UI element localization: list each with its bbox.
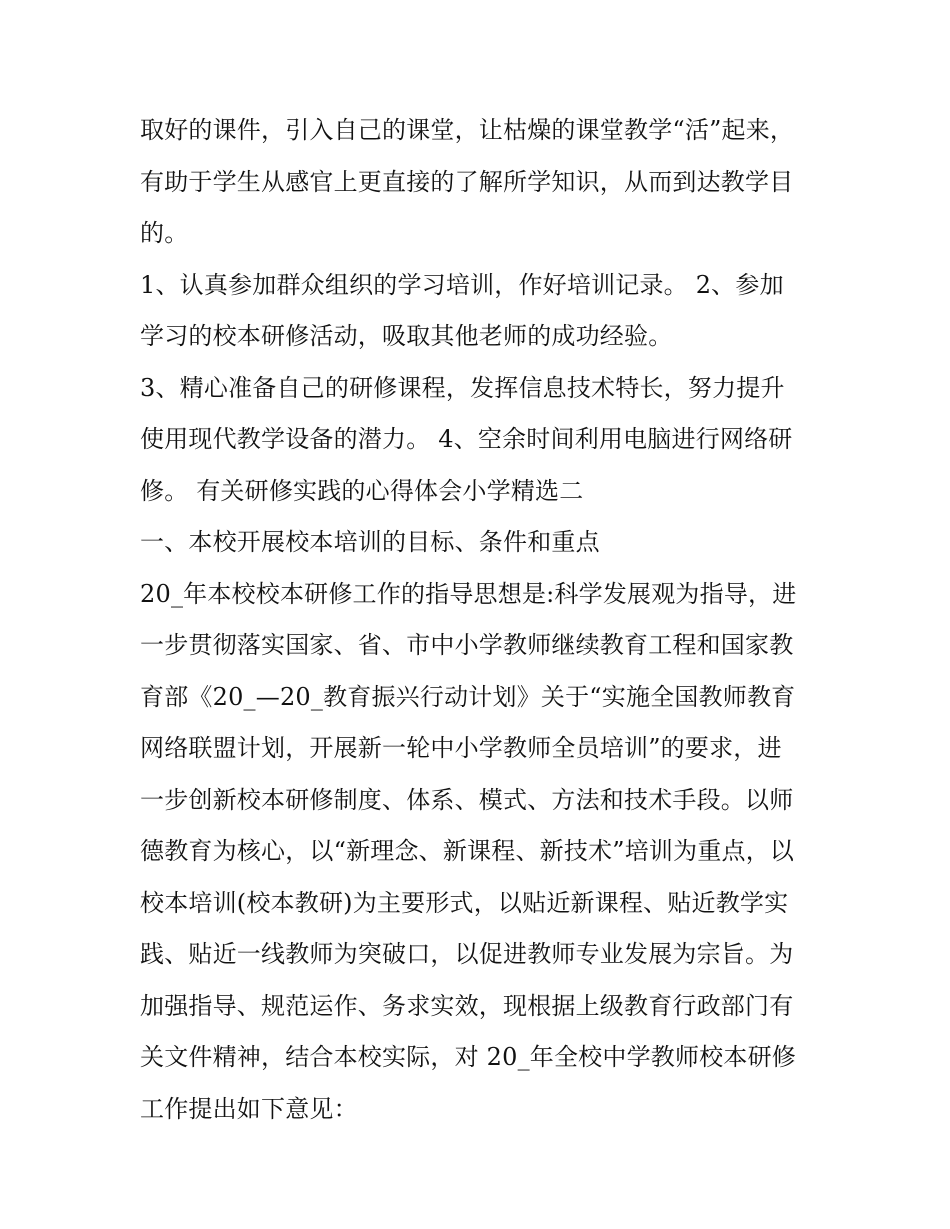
text-line: 德教育为核心，以“新理念、新课程、新技术”培训为重点，以 — [140, 837, 795, 865]
text-line: 一步创新校本研修制度、体系、模式、方法和技术手段。以师 — [140, 785, 794, 814]
text-line: 20_年本校校本研修工作的指导思想是:科学发展观为指导，进 — [140, 579, 797, 608]
text-line: 育部《20_—20_教育振兴行动计划》关于“实施全国教师教育 — [140, 682, 796, 711]
text-line: 学习的校本研修活动，吸取其他老师的成功经验。 — [140, 322, 673, 350]
text-line: 的。 — [140, 219, 189, 247]
text-line: 关文件精神，结合本校实际，对 20_年全校中学教师校本研修 — [140, 1043, 796, 1071]
text-line: 有助于学生从感官上更直接的了解所学知识，从而到达教学目 — [140, 167, 794, 196]
text-line: 加强指导、规范运作、务求实效，现根据上级教育行政部门有 — [140, 991, 794, 1020]
text-line: 修。 有关研修实践的心得体会小学精选二 — [140, 476, 584, 505]
text-line: 使用现代教学设备的潜力。 4、空余时间利用电脑进行网络研 — [140, 425, 793, 453]
text-line: 践、贴近一线教师为突破口，以促进教师专业发展为宗旨。为 — [140, 940, 794, 968]
text-line: 取好的课件，引入自己的课堂，让枯燥的课堂教学“活”起来， — [140, 116, 795, 144]
text-line: 网络联盟计划，开展新一轮中小学教师全员培训”的要求，进 — [140, 734, 782, 762]
document-body — [140, 105, 830, 1135]
text-line: 校本培训(校本教研)为主要形式，以贴近新课程、贴近教学实 — [140, 888, 789, 917]
text-line: 3、精心准备自己的研修课程，发挥信息技术特长，努力提升 — [140, 373, 785, 402]
section-heading: 一、本校开展校本培训的目标、条件和重点 — [140, 528, 600, 556]
text-line: 一步贯彻落实国家、省、市中小学教师继续教育工程和国家教 — [140, 631, 794, 659]
text-line: 工作提出如下意见： — [140, 1094, 358, 1123]
text-line: 1、认真参加群众组织的学习培训，作好培训记录。 2、参加 — [140, 270, 784, 299]
